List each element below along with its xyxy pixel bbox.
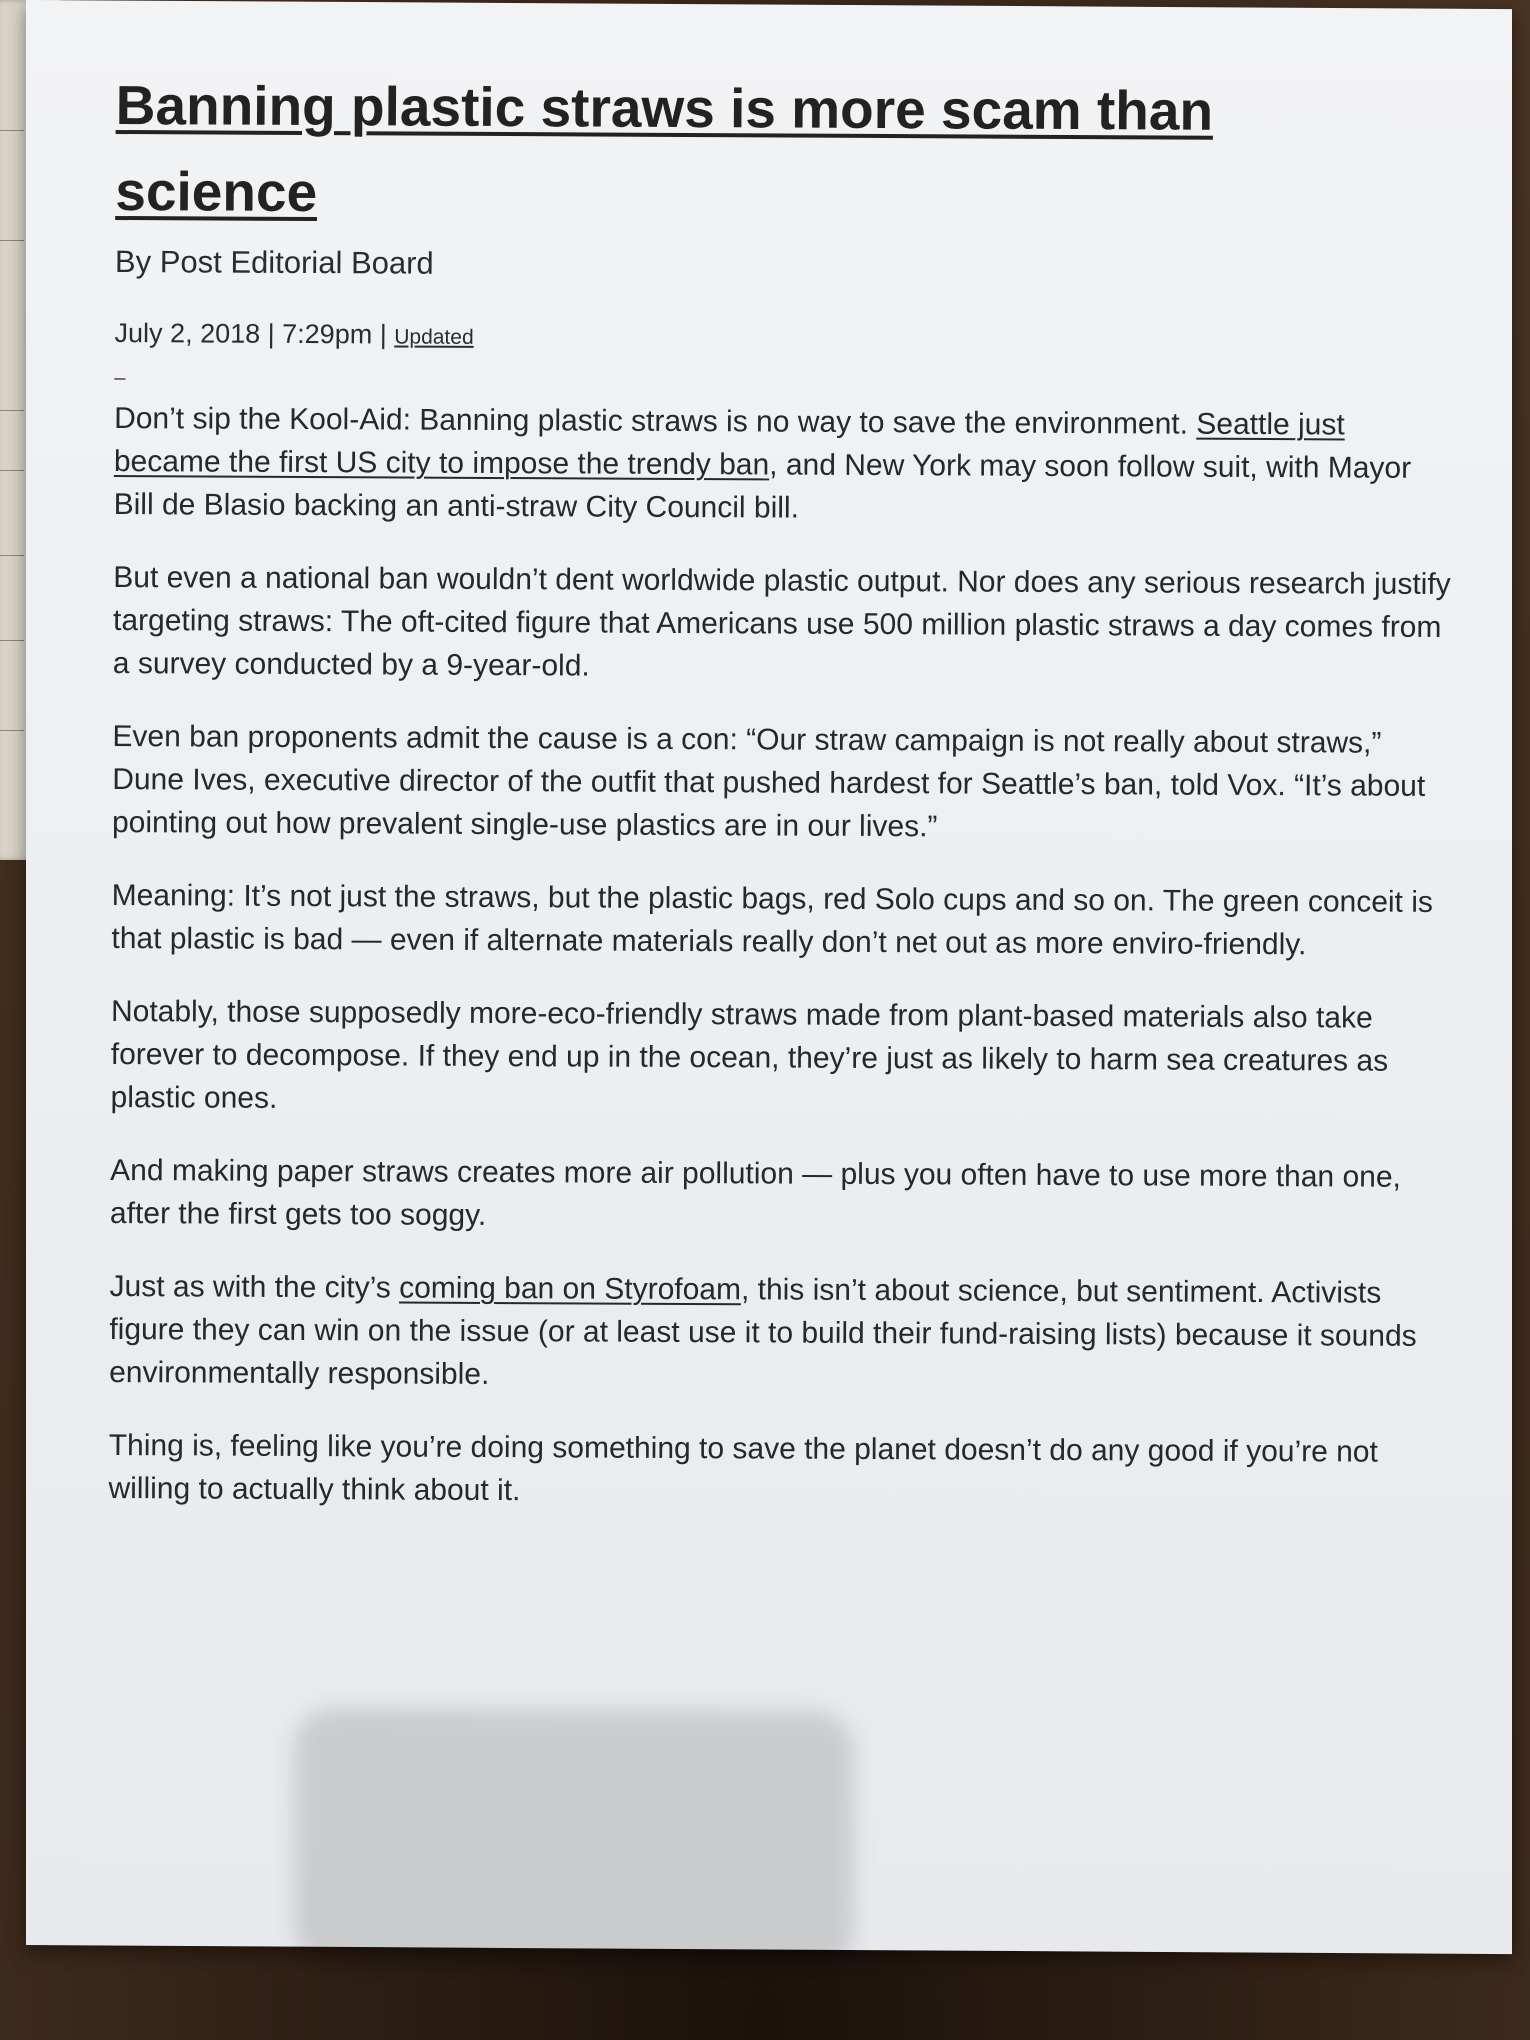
notebook-rule-line	[0, 130, 24, 131]
separator-dash: –	[114, 366, 126, 390]
notebook-rule-line	[0, 240, 24, 241]
article	[108, 62, 1456, 1547]
updated-link[interactable]: Updated	[394, 325, 474, 349]
article-paragraph-8: Thing is, feeling like you’re doing something to save the planet doesn’t do any good if you’re not willing to actually think about it.	[108, 1428, 1378, 1508]
paragraph-text: , this isn’t about science, but sentiment. Activists figure they can win on the issue (or at least use it to build their fund-raising lists) because it sounds environmentally responsible.	[109, 1273, 1417, 1391]
article-paragraph-1	[114, 397, 1455, 533]
publish-date: July 2, 2018 | 7:29pm |	[114, 317, 395, 350]
notebook-rule-line	[0, 730, 24, 731]
hand-shadow	[294, 1708, 854, 1971]
article-paragraph-4: Meaning: It’s not just the straws, but the plastic bags, red Solo cups and so on. The green conceit is that plastic is bad — even if alternate materials really don’t net out as more enviro-friendly.	[111, 878, 1434, 962]
article-paragraph-5: Notably, those supposedly more-eco-friendly straws made from plant-based materials also take forever to decompose. If they end up in the ocean, they’re just as likely to harm sea creatures as plastic ones.	[110, 994, 1389, 1115]
article-byline: By Post Editorial Board	[114, 243, 434, 281]
paragraph-text: Don’t sip the Kool-Aid: Banning plastic straws is no way to save the environment.	[114, 401, 1197, 441]
article-paragraph-3: Even ban proponents admit the cause is a con: “Our straw campaign is not really about straws,” Dune Ives, executive director of the outfit that pushed hardest for Seattle’s ban, told Vox. “It’s about pointing out how prevalent single-use plastics are in our lives.”	[111, 719, 1426, 844]
seattle-ban-link[interactable]: Seattle just became the first US city to impose the trendy ban	[113, 407, 1345, 482]
paragraph-text: , and New York may soon follow suit, with Mayor Bill de Blasio backing an anti-straw City Council bill.	[113, 448, 1412, 525]
article-headline: Banning plastic straws is more scam than science	[115, 73, 1214, 224]
notebook-rule-line	[0, 410, 24, 411]
article-paragraph-6: And making paper straws creates more air pollution — plus you often have to use more than one, after the first gets too soggy.	[109, 1153, 1401, 1232]
styrofoam-ban-link[interactable]: coming ban on Styrofoam	[399, 1271, 742, 1307]
notebook-rule-line	[0, 470, 24, 471]
notebook-rule-line	[0, 555, 24, 556]
article-paragraph-7	[109, 1265, 1450, 1401]
notebook-rule-line	[0, 640, 24, 641]
article-paragraph-2: But even a national ban wouldn’t dent worldwide plastic output. Nor does any serious research justify targeting straws: The oft-cited figure that Americans use 500 million plastic straws a day comes from a survey conducted by a 9-year-old.	[112, 560, 1451, 683]
article-dateline	[114, 318, 1454, 356]
paragraph-text: Just as with the city’s	[109, 1269, 400, 1305]
